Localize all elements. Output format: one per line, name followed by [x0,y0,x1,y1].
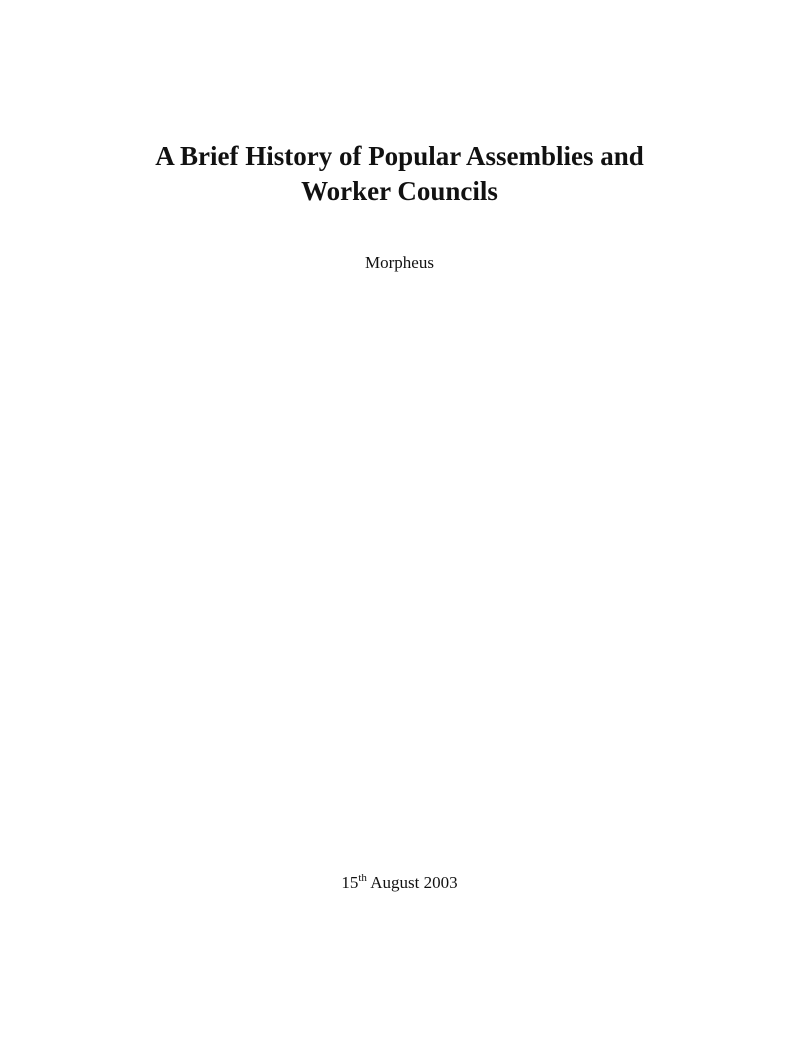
title-line-2: Worker Councils [301,176,498,206]
date-day: 15 [341,873,359,892]
author-name: Morpheus [365,253,434,272]
title-line-1: A Brief History of Popular Assemblies and [155,141,644,171]
date-month-year: August 2003 [366,873,458,892]
document-title [0,139,799,209]
date-ordinal-suffix: th [358,872,367,884]
publication-date [0,872,799,894]
